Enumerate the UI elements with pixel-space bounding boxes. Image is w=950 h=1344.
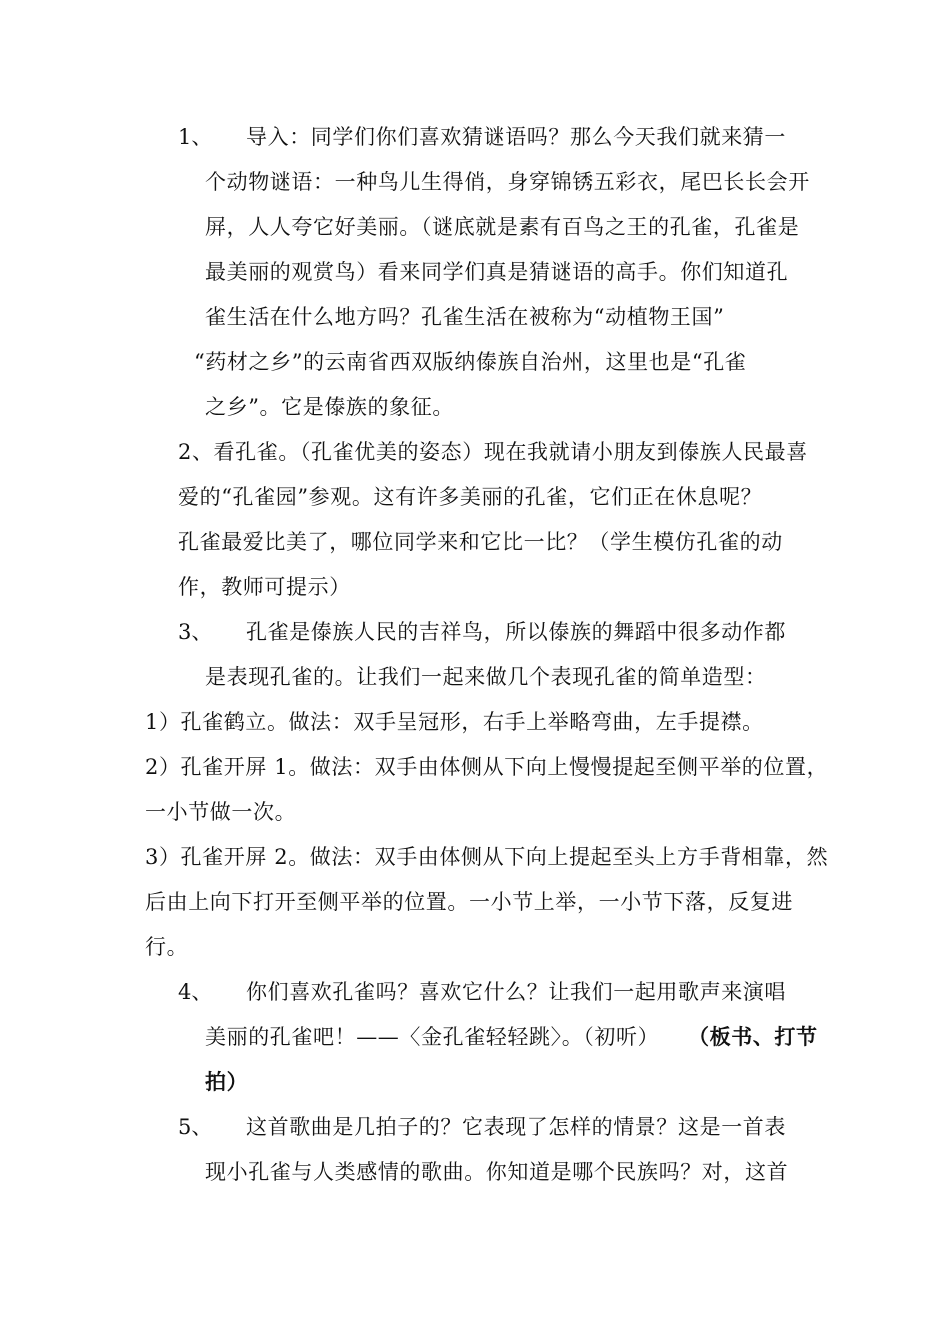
item-4-bold-note-end: 拍） <box>205 1069 249 1094</box>
item-1-line-6: “药材之乡”的云南省西双版纳傣族自治州，这里也是“孔雀 <box>194 350 747 374</box>
item-1-number: 1、 <box>178 125 213 149</box>
item-3-line-1: 孔雀是傣族人民的吉祥鸟，所以傣族的舞蹈中很多动作都 <box>246 620 786 644</box>
item-5-line-1: 这首歌曲是几拍子的？它表现了怎样的情景？这是一首表 <box>246 1115 786 1139</box>
sub-item-2-line-1: 2）孔雀开屏 1。做法：双手由体侧从下向上慢慢提起至侧平举的位置， <box>145 755 829 779</box>
item-1-line-1: 导入：同学们你们喜欢猜谜语吗？那么今天我们就来猜一 <box>246 125 786 149</box>
item-4-line-1: 你们喜欢孔雀吗？喜欢它什么？让我们一起用歌声来演唱 <box>246 980 786 1004</box>
item-3-line-2: 是表现孔雀的。让我们一起来做几个表现孔雀的简单造型： <box>205 665 767 689</box>
item-1-line-5: 雀生活在什么地方吗？孔雀生活在被称为“动植物王国” <box>205 305 725 329</box>
item-2-line-3: 孔雀最爱比美了，哪位同学来和它比一比？（学生模仿孔雀的动 <box>178 530 783 554</box>
item-1-line-2: 个动物谜语：一种鸟儿生得俏，身穿锦锈五彩衣，尾巴长长会开 <box>205 170 810 194</box>
sub-item-2-line-2: 一小节做一次。 <box>145 800 297 824</box>
item-5-number: 5、 <box>178 1115 213 1139</box>
sub-item-3-line-3: 行。 <box>145 935 189 959</box>
sub-item-3-line-1: 3）孔雀开屏 2。做法：双手由体侧从下向上提起至头上方手背相靠，然 <box>145 845 829 869</box>
sub-item-3-line-2: 后由上向下打开至侧平举的位置。一小节上举，一小节下落，反复进 <box>145 890 793 914</box>
item-4-line-2: 美丽的孔雀吧！——〈金孔雀轻轻跳〉。（初听） <box>205 1025 660 1049</box>
item-1-line-4: 最美丽的观赏鸟）看来同学们真是猜谜语的高手。你们知道孔 <box>205 260 789 284</box>
sub-item-1: 1）孔雀鹤立。做法：双手呈冠形，右手上举略弯曲，左手提襟。 <box>145 710 764 734</box>
item-2-line-1: 2、看孔雀。（孔雀优美的姿态）现在我就请小朋友到傣族人民最喜 <box>178 440 808 464</box>
item-3-number: 3、 <box>178 620 213 644</box>
item-1-line-7: 之乡”。它是傣族的象征。 <box>205 395 454 419</box>
item-1-line-3: 屏，人人夸它好美丽。（谜底就是素有百鸟之王的孔雀，孔雀是 <box>205 215 800 239</box>
item-5-line-2: 现小孔雀与人类感情的歌曲。你知道是哪个民族吗？对，这首 <box>205 1160 789 1184</box>
item-4-number: 4、 <box>178 980 213 1004</box>
item-2-line-2: 爱的“孔雀园”参观。这有许多美丽的孔雀，它们正在休息呢？ <box>178 485 763 509</box>
item-4-bold-note: （板书、打节 <box>688 1024 818 1049</box>
item-2-line-4: 作，教师可提示） <box>178 575 351 599</box>
